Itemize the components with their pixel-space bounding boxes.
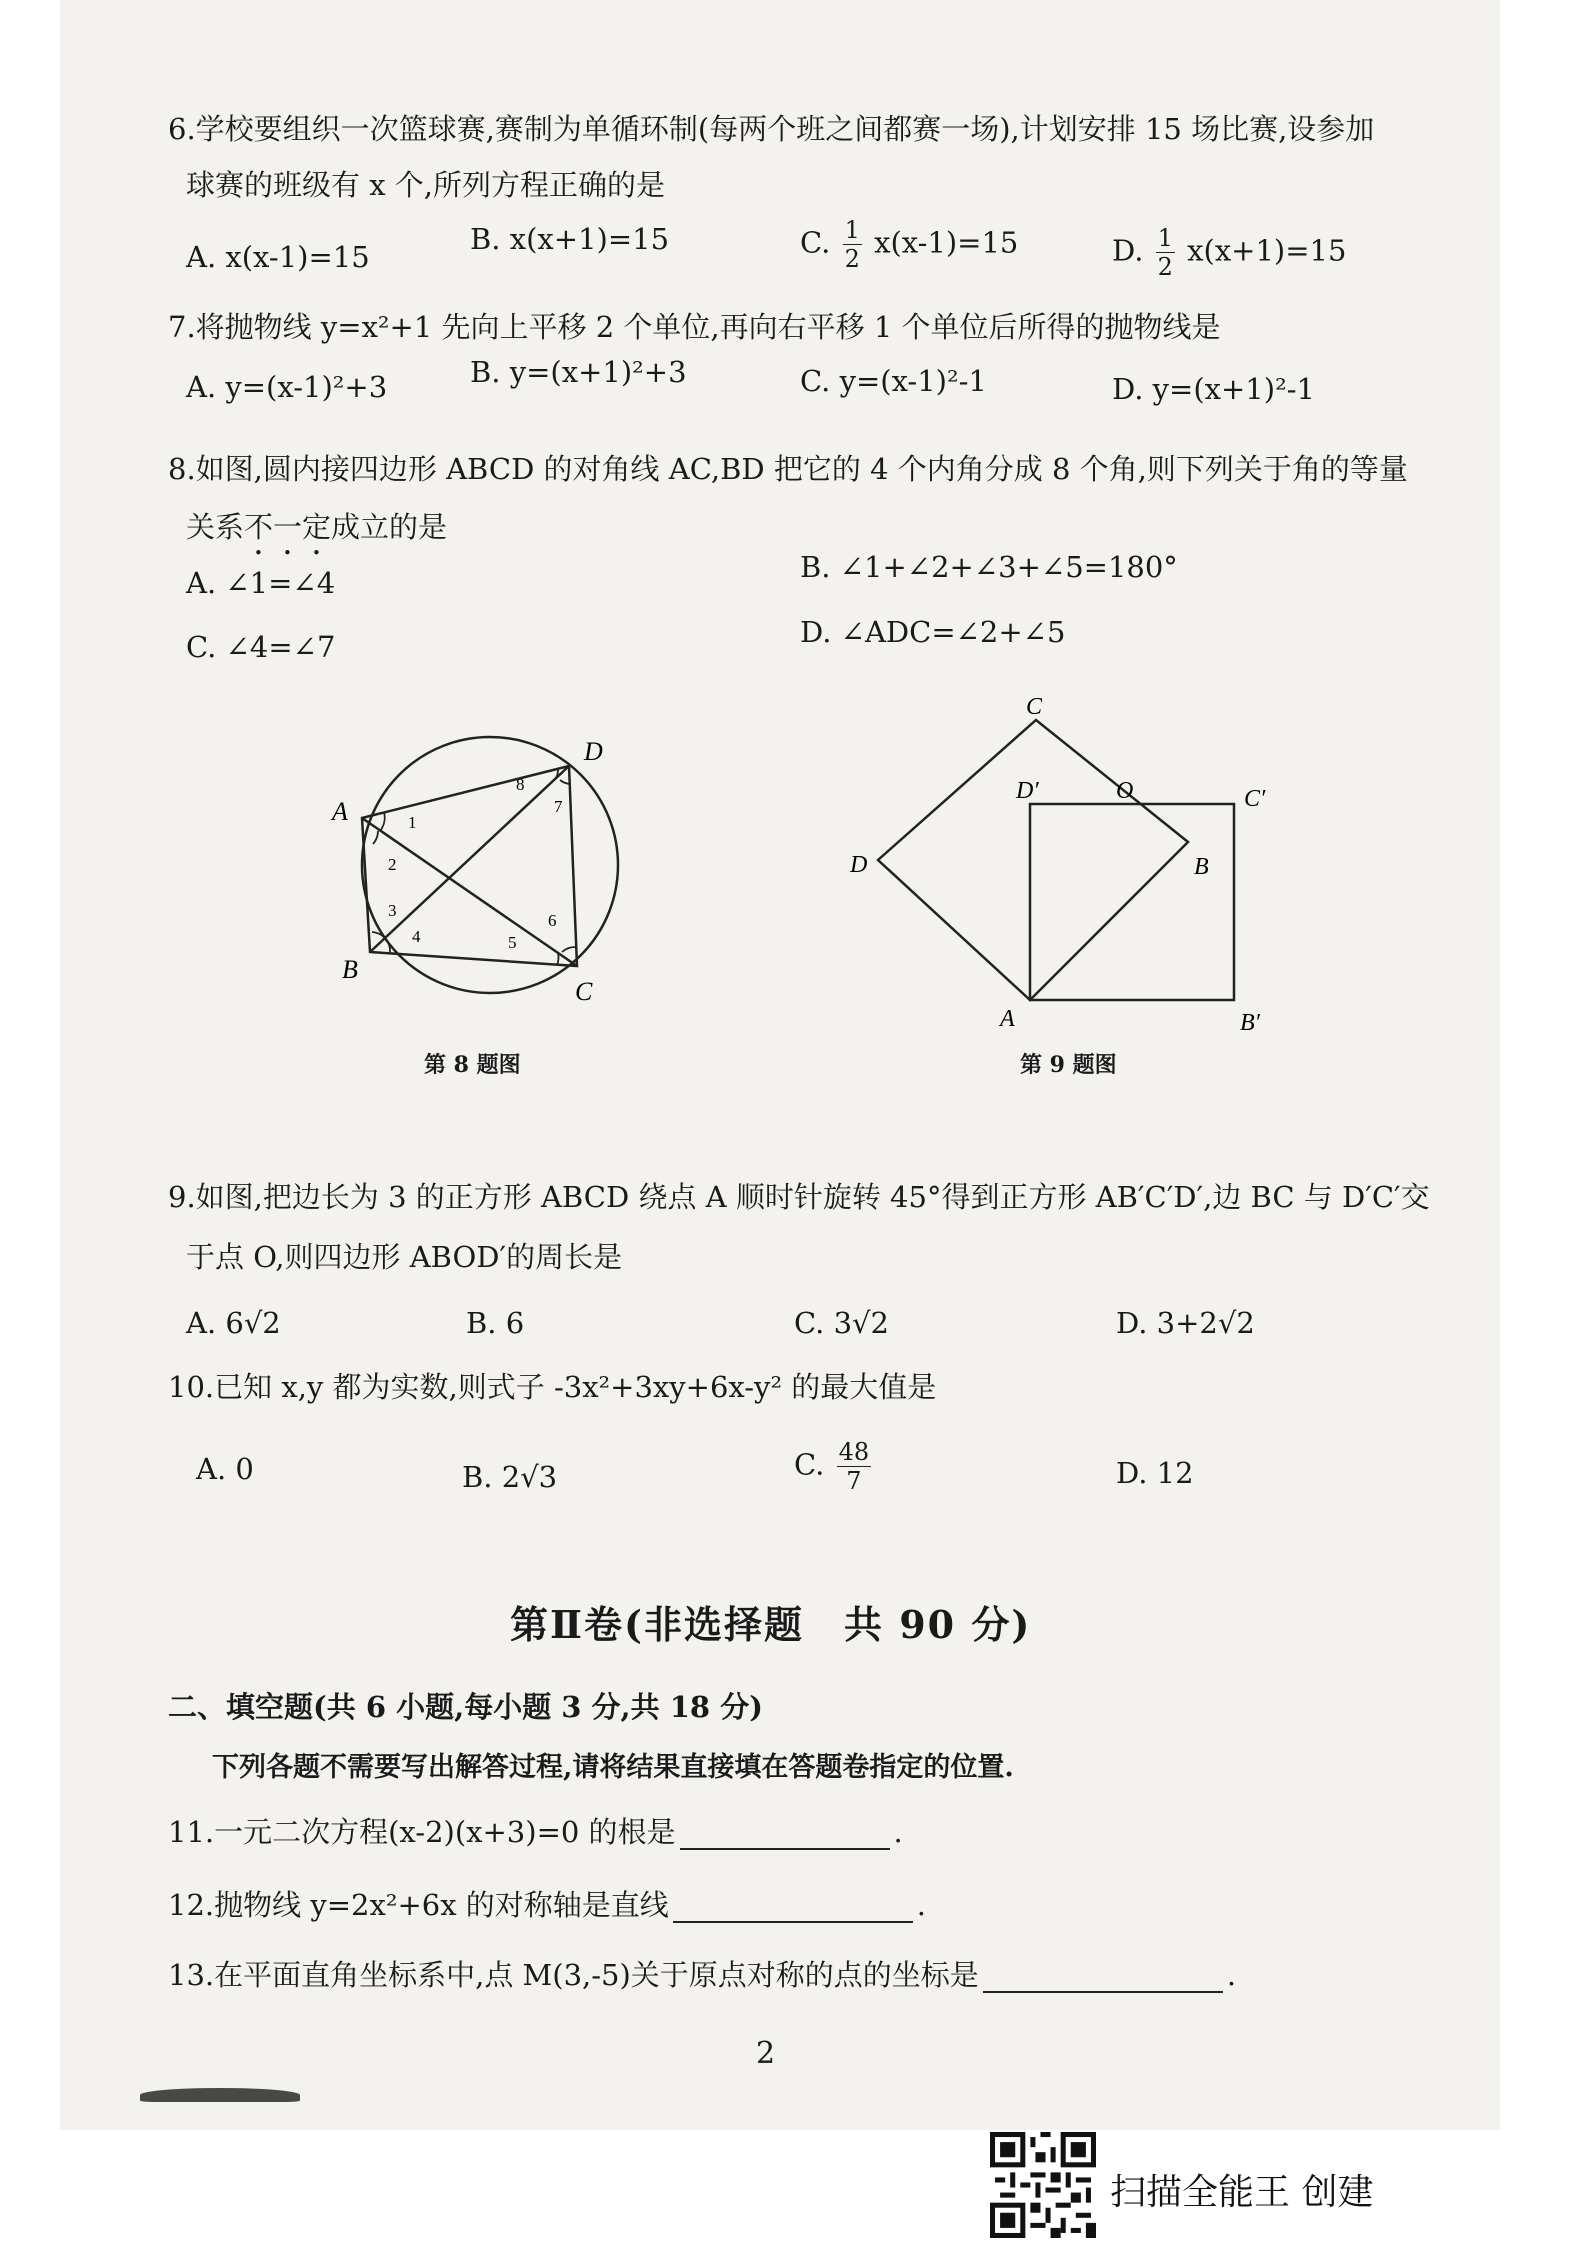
q9-option-a: A. 6√2 xyxy=(186,1306,281,1340)
figure-8-svg xyxy=(320,720,640,1020)
q10-option-b: B. 2√3 xyxy=(462,1460,558,1494)
fig8-angle-1: 1 xyxy=(408,813,417,832)
q13: 13.在平面直角坐标系中,点 M(3,-5)关于原点对称的点的坐标是 . xyxy=(168,1958,1237,1992)
fig8-label-c: C xyxy=(575,977,593,1006)
q6-option-c: C. $\frac{1}{2}$ x(x-1)=15 xyxy=(800,216,1019,273)
fig8-angle-arc xyxy=(562,947,576,952)
fig9-label-bp: B′ xyxy=(1240,1010,1260,1036)
fig8-label-d: D xyxy=(584,737,603,766)
fig8-angle-8: 8 xyxy=(516,775,525,794)
q9-option-c: C. 3√2 xyxy=(794,1306,889,1340)
scanner-label: 扫描全能王 创建 xyxy=(1110,2172,1374,2213)
q6-d-fraction: $\frac{1}{2}$ xyxy=(1157,224,1173,281)
q10-option-d: D. 12 xyxy=(1116,1456,1194,1490)
fig8-angle-arc xyxy=(557,953,558,965)
q8-stem-line2: 关系不一定成立的是 xyxy=(186,510,448,544)
scanner-watermark xyxy=(990,2128,1586,2244)
fig8-angle-7: 7 xyxy=(554,797,563,816)
q7-option-d: D. y=(x+1)²-1 xyxy=(1112,372,1315,406)
q6-c-fraction: $\frac{1}{2}$ xyxy=(844,216,860,273)
fig9-square-abcd xyxy=(878,720,1188,1000)
q12: 12.抛物线 y=2x²+6x 的对称轴是直线 . xyxy=(168,1888,926,1922)
q13-answer-blank[interactable] xyxy=(983,1961,1223,1993)
q7-option-c: C. y=(x-1)²-1 xyxy=(800,364,987,398)
fig9-label-a: A xyxy=(1000,1006,1015,1032)
q7-stem: 7.将抛物线 y=x²+1 先向上平移 2 个单位,再向右平移 1 个单位后所得的抛物线是 xyxy=(168,310,1221,344)
figure-8-caption: 第 8 题图 xyxy=(424,1052,521,1078)
fig8-label-b: B xyxy=(342,955,358,984)
figure-9-caption: 第 9 题图 xyxy=(1020,1052,1117,1078)
fig8-angle-arc xyxy=(373,831,378,844)
fig8-angle-arc xyxy=(380,812,385,831)
page-number: 2 xyxy=(756,2036,776,2071)
q6-option-d: D. $\frac{1}{2}$ x(x+1)=15 xyxy=(1112,224,1347,281)
q8-option-d: D. ∠ADC=∠2+∠5 xyxy=(800,615,1066,649)
q8-option-a: A. ∠1=∠4 xyxy=(186,566,336,600)
fig8-label-a: A xyxy=(332,797,348,826)
q7-option-b: B. y=(x+1)²+3 xyxy=(470,355,687,389)
q6-option-a: A. x(x-1)=15 xyxy=(186,240,370,274)
fig8-diagonal-bd xyxy=(370,766,569,952)
q8-option-b: B. ∠1+∠2+∠3+∠5=180° xyxy=(800,550,1178,584)
fig9-label-o: O xyxy=(1116,778,1134,804)
fig9-label-c: C xyxy=(1026,694,1043,720)
q8-stem-line1: 8.如图,圆内接四边形 ABCD 的对角线 AC,BD 把它的 4 个内角分成 8 个角,则下列关于角的等量 xyxy=(168,452,1408,486)
q6-option-b: B. x(x+1)=15 xyxy=(470,222,670,256)
q11: 11.一元二次方程(x-2)(x+3)=0 的根是 . xyxy=(168,1815,903,1849)
fig8-angle-6: 6 xyxy=(548,911,557,930)
fig8-angle-5: 5 xyxy=(508,933,517,952)
figure-8 xyxy=(320,720,640,1020)
scan-smudge xyxy=(140,2088,300,2102)
fill-in-instruction: 下列各题不需要写出解答过程,请将结果直接填在答题卷指定的位置. xyxy=(212,1752,1014,1783)
q10-stem: 10.已知 x,y 都为实数,则式子 -3x²+3xy+6x-y² 的最大值是 xyxy=(168,1370,937,1404)
qr-code-icon xyxy=(990,2132,1096,2238)
fig9-label-cp: C′ xyxy=(1244,786,1266,812)
fig8-angle-4: 4 xyxy=(412,927,421,946)
q9-stem-line2: 于点 O,则四边形 ABOD′的周长是 xyxy=(186,1240,623,1274)
fig8-diagonal-ac xyxy=(362,818,577,966)
fig8-angle-3: 3 xyxy=(388,901,397,920)
q9-option-d: D. 3+2√2 xyxy=(1116,1306,1255,1340)
q9-stem-line1: 9.如图,把边长为 3 的正方形 ABCD 绕点 A 顺时针旋转 45°得到正方形 AB′C′D′,边 BC 与 D′C′交 xyxy=(168,1180,1430,1214)
q8-option-c: C. ∠4=∠7 xyxy=(186,630,336,664)
figure-9 xyxy=(840,690,1280,1040)
q10-option-a: A. 0 xyxy=(196,1452,254,1486)
fig9-label-d: D xyxy=(850,852,868,878)
fig9-label-b: B xyxy=(1194,854,1209,880)
q11-answer-blank[interactable] xyxy=(680,1818,890,1850)
q9-option-b: B. 6 xyxy=(466,1306,525,1340)
q10-option-c: C. $\frac{48}{7}$ xyxy=(794,1438,870,1495)
q6-stem-line2: 球赛的班级有 x 个,所列方程正确的是 xyxy=(186,168,666,202)
fig8-angle-arc xyxy=(385,938,390,953)
q7-option-a: A. y=(x-1)²+3 xyxy=(186,370,388,404)
q6-stem-line1: 6.学校要组织一次篮球赛,赛制为单循环制(每两个班之间都赛一场),计划安排 15 场比赛,设参加 xyxy=(168,112,1375,146)
fig8-angle-2: 2 xyxy=(388,855,397,874)
section-2-title: 第Ⅱ卷(非选择题 共 90 分) xyxy=(510,1602,1032,1647)
fig9-label-dp: D′ xyxy=(1016,778,1039,804)
q10-c-fraction: $\frac{48}{7}$ xyxy=(838,1438,870,1495)
q12-answer-blank[interactable] xyxy=(673,1891,913,1923)
fill-in-section-title: 二、填空题(共 6 小题,每小题 3 分,共 18 分) xyxy=(168,1690,763,1724)
figure-9-svg xyxy=(840,690,1280,1040)
